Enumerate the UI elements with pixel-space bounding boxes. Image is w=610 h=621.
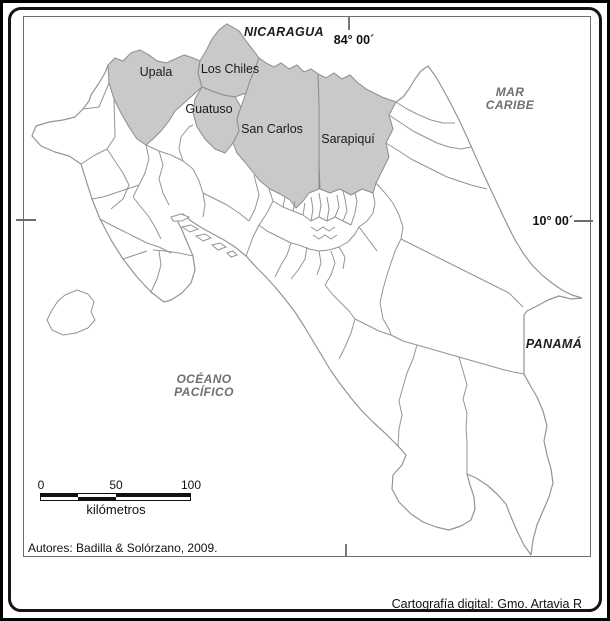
canton-label-guatuso: Guatuso bbox=[185, 102, 233, 116]
gulf-island bbox=[196, 234, 211, 241]
scale-tick-0: 0 bbox=[37, 478, 45, 492]
scale-segment bbox=[41, 497, 78, 500]
country-label-panama: PANAMÁ bbox=[525, 337, 583, 351]
canton-label-sarapiqui: Sarapiquí bbox=[321, 132, 375, 146]
canton-label-san-carlos: San Carlos bbox=[241, 122, 303, 136]
isla-del-coco bbox=[47, 290, 95, 335]
canton-label-upala: Upala bbox=[139, 65, 173, 79]
mar-caribe-line1: MAR bbox=[495, 85, 525, 99]
scale-segment bbox=[116, 497, 190, 500]
scale-segment bbox=[78, 497, 116, 500]
scale-tick-50: 50 bbox=[109, 478, 123, 492]
ocean-label-pacifico bbox=[144, 373, 264, 398]
scale-unit-label: kilómetros bbox=[86, 502, 146, 517]
scale-bar bbox=[40, 493, 191, 501]
scale-tick-100: 100 bbox=[180, 478, 202, 492]
cartography-credit: Cartografía digital: Gmo. Artavia R bbox=[391, 597, 582, 611]
canton-label-los-chiles: Los Chiles bbox=[200, 62, 260, 76]
authors-credit: Autores: Badilla & Solórzano, 2009. bbox=[28, 541, 218, 555]
country-label-nicaragua: NICARAGUA bbox=[244, 25, 324, 39]
sea-label-mar-caribe bbox=[460, 86, 560, 111]
mar-caribe-line2: CARIBE bbox=[485, 97, 535, 112]
oceano-line1: OCÉANO bbox=[176, 372, 232, 386]
oceano-line2: PACÍFICO bbox=[174, 384, 234, 399]
gulf-island bbox=[182, 225, 198, 232]
gulf-island bbox=[212, 243, 226, 250]
gulf-island bbox=[227, 251, 237, 257]
longitude-label: 84° 00´ bbox=[333, 33, 375, 47]
latitude-label: 10° 00´ bbox=[532, 214, 573, 228]
